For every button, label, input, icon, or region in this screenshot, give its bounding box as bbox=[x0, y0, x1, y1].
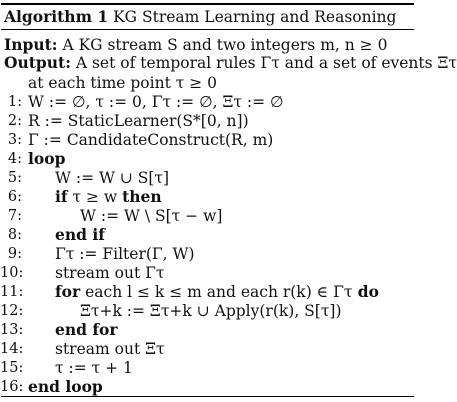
line-code: stream out Γτ bbox=[55, 264, 165, 282]
line-number: 7: bbox=[7, 208, 22, 224]
output-label: Output: bbox=[4, 53, 71, 72]
line-code: end loop bbox=[28, 377, 103, 396]
top-rule bbox=[1, 3, 414, 5]
line-code: if τ ≥ w then bbox=[55, 187, 162, 206]
line-code: Ξτ+k := Ξτ+k ∪ Apply(r(k), S[τ]) bbox=[80, 302, 342, 320]
line-code: R := StaticLearner(S*[0, n]) bbox=[28, 112, 249, 130]
caption-rule bbox=[1, 29, 414, 30]
algorithm-label: Algorithm 1 bbox=[4, 7, 109, 26]
line-number: 15: bbox=[0, 360, 24, 376]
line-code: end if bbox=[55, 225, 105, 244]
line-code: Γτ := Filter(Γ, W) bbox=[55, 245, 195, 263]
output-text-2: at each time point τ ≥ 0 bbox=[28, 74, 218, 92]
algorithm-caption bbox=[4, 7, 396, 26]
input-label: Input: bbox=[4, 35, 58, 54]
line-code: stream out Ξτ bbox=[55, 340, 165, 358]
line-code: end for bbox=[55, 320, 118, 339]
input-text: A KG stream S and two integers m, n ≥ 0 bbox=[62, 36, 388, 54]
output-text-1: A set of temporal rules Γτ and a set of events Ξτ bbox=[75, 54, 457, 72]
line-number: 14: bbox=[0, 341, 24, 357]
line-code: W := W ∪ S[τ] bbox=[55, 169, 170, 187]
line-number: 16: bbox=[0, 379, 24, 395]
input-row bbox=[4, 36, 387, 54]
line-number: 4: bbox=[7, 151, 22, 167]
line-number: 13: bbox=[0, 322, 24, 338]
algorithm-title: KG Stream Learning and Reasoning bbox=[113, 8, 397, 26]
line-number: 12: bbox=[0, 303, 24, 319]
line-code: W := ∅, τ := 0, Γτ := ∅, Ξτ := ∅ bbox=[28, 93, 284, 111]
line-code: τ := τ + 1 bbox=[55, 359, 133, 377]
line-code: for each l ≤ k ≤ m and each r(k) ∈ Γτ do bbox=[55, 282, 379, 301]
output-row-2 bbox=[28, 74, 217, 92]
line-number: 8: bbox=[7, 227, 22, 243]
line-number: 6: bbox=[7, 189, 22, 205]
line-number: 5: bbox=[7, 170, 22, 186]
line-number: 10: bbox=[0, 265, 24, 281]
line-number: 11: bbox=[0, 284, 24, 300]
line-code: Γ := CandidateConstruct(R, m) bbox=[28, 131, 274, 149]
line-number: 2: bbox=[7, 113, 22, 129]
line-number: 9: bbox=[7, 246, 22, 262]
line-code: loop bbox=[28, 149, 66, 168]
line-number: 3: bbox=[7, 132, 22, 148]
output-row bbox=[4, 54, 457, 72]
line-code: W := W \ S[τ − w] bbox=[80, 207, 223, 225]
line-number: 1: bbox=[7, 94, 22, 110]
